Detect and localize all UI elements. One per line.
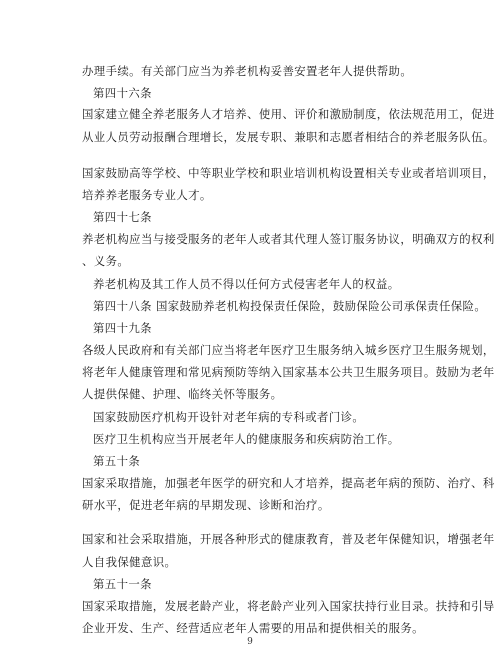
article-heading: 第四十六条 bbox=[93, 86, 152, 100]
text-line: 国家和社会采取措施，开展各种形式的健康教育，普及老年保健知识，增强老年 bbox=[82, 532, 495, 546]
article-paragraph: 第四十八条 国家鼓励养老机构投保责任保险，鼓励保险公司承保责任保险。 bbox=[93, 299, 487, 313]
text-line: 企业开发、生产、经营适应老年人需要的用品和提供相关的服务。 bbox=[82, 621, 424, 635]
text-line: 国家鼓励高等学校、中等职业学校和职业培训机构设置相关专业或者培训项目， bbox=[82, 166, 495, 180]
text-line: 国家采取措施，发展老龄产业，将老龄产业列入国家扶持行业目录。扶持和引导 bbox=[82, 599, 495, 613]
article-heading: 第四十九条 bbox=[93, 321, 152, 335]
article-heading: 第四十七条 bbox=[93, 210, 152, 224]
text-line: 国家鼓励医疗机构开设针对老年病的专科或者门诊。 bbox=[93, 410, 365, 424]
text-line: 办理手续。有关部门应当为养老机构妥善安置老年人提供帮助。 bbox=[82, 64, 413, 78]
text-line: 、义务。 bbox=[82, 254, 130, 268]
text-line: 国家建立健全养老服务人才培养、使用、评价和激励制度，依法规范用工，促进 bbox=[82, 107, 495, 121]
text-line: 培养养老服务专业人才。 bbox=[82, 188, 212, 202]
text-line: 国家采取措施，加强老年医学的研究和人才培养，提高老年病的预防、治疗、科 bbox=[82, 476, 495, 490]
text-line: 医疗卫生机构应当开展老年人的健康服务和疾病防治工作。 bbox=[93, 432, 400, 446]
text-line: 人提供保健、护理、临终关怀等服务。 bbox=[82, 387, 283, 401]
text-line: 各级人民政府和有关部门应当将老年医疗卫生服务纳入城乡医疗卫生服务规划， bbox=[82, 343, 495, 357]
text-line: 人自我保健意识。 bbox=[82, 555, 177, 569]
page-number: 9 bbox=[247, 637, 253, 647]
text-line: 将老年人健康管理和常见病预防等纳入国家基本公共卫生服务项目。鼓励为老年 bbox=[82, 365, 495, 379]
text-line: 研水平，促进老年病的早期发现、诊断和治疗。 bbox=[82, 498, 330, 512]
article-heading: 第五十条 bbox=[93, 454, 141, 468]
text-line: 养老机构及其工作人员不得以任何方式侵害老年人的权益。 bbox=[93, 277, 400, 291]
text-line: 从业人员劳动报酬合理增长，发展专职、兼职和志愿者相结合的养老服务队伍。 bbox=[82, 130, 495, 144]
text-line: 养老机构应当与接受服务的老年人或者其代理人签订服务协议，明确双方的权利 bbox=[82, 232, 495, 246]
article-heading: 第五十一条 bbox=[93, 577, 152, 591]
